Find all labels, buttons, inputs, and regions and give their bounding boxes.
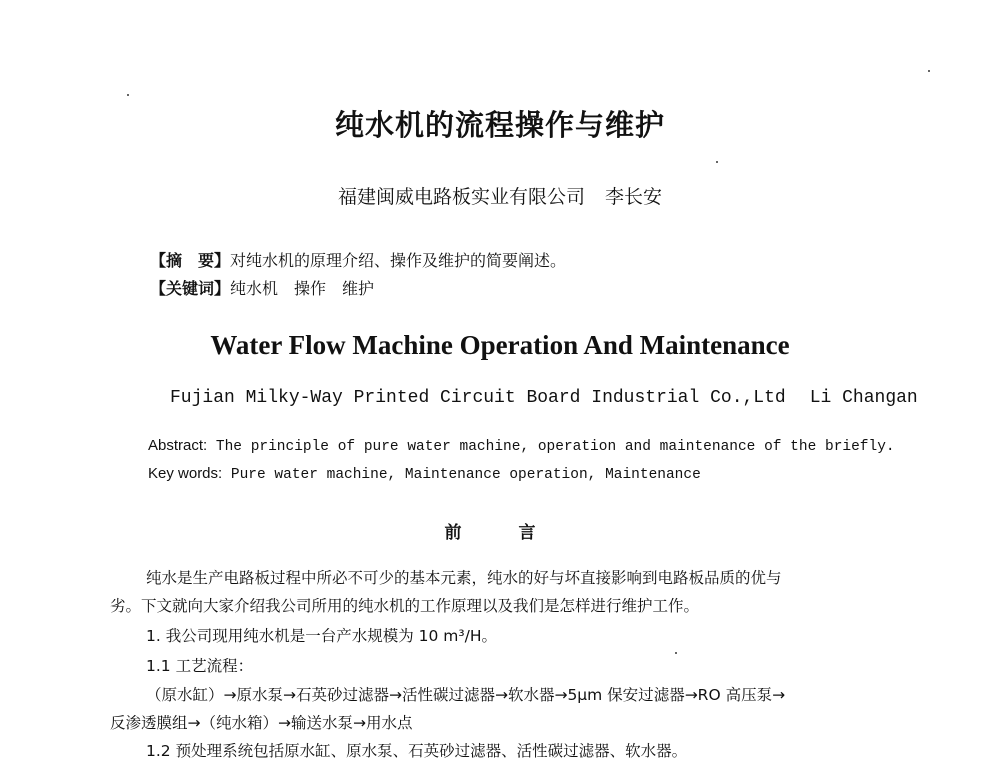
scan-speck xyxy=(675,652,677,654)
list-item-1: 1. 我公司现用纯水机是一台产水规模为 10 m³/H。 xyxy=(146,627,497,645)
scan-speck xyxy=(928,70,930,72)
abstract-text-cn: 对纯水机的原理介绍、操作及维护的简要阐述。 xyxy=(230,251,567,270)
author-name-cn: 李长安 xyxy=(605,186,663,208)
affiliation-en xyxy=(170,388,918,408)
flow-line-1: （原水缸）→原水泵→石英砂过滤器→活性碳过滤器→软水器→5μm 保安过滤器→RO 高压泵→ xyxy=(146,686,786,704)
intro-line-1: 纯水是生产电路板过程中所必不可少的基本元素，纯水的好与坏直接影响到电路板品质的优与 xyxy=(146,569,782,587)
section-heading: 前 言 xyxy=(444,523,556,543)
intro-line-2: 劣。下文就向大家介绍我公司所用的纯水机的工作原理以及我们是怎样进行维护工作。 xyxy=(110,597,700,615)
company-name-cn: 福建闽威电路板实业有限公司 xyxy=(337,186,585,208)
keywords-cn xyxy=(150,276,374,299)
abstract-label-cn: 【摘 要】 xyxy=(150,251,231,270)
company-name-en: Fujian Milky-Way Printed Circuit Board Industrial Co.,Ltd xyxy=(170,388,786,408)
list-item-1-2: 1.2 预处理系统包括原水缸、原水泵、石英砂过滤器、活性碳过滤器、软水器。 xyxy=(146,742,688,760)
keywords-label-en: Key words: xyxy=(148,465,223,482)
flow-line-2: 反渗透膜组→（纯水箱）→输送水泵→用水点 xyxy=(110,714,413,732)
author-name-en: Li Changan xyxy=(809,388,918,408)
scan-speck xyxy=(127,94,129,96)
abstract-en xyxy=(148,437,895,455)
abstract-cn xyxy=(150,248,566,271)
list-item-1-1: 1.1 工艺流程： xyxy=(146,657,254,675)
keywords-text-en: Pure water machine, Maintenance operation, Maintenance xyxy=(230,467,701,483)
keywords-label-cn: 【关键词】 xyxy=(150,279,231,298)
paper-title-en: Water Flow Machine Operation And Maintenance xyxy=(210,330,790,360)
affiliation-cn xyxy=(0,182,1000,209)
keywords-en xyxy=(148,465,701,483)
scan-speck xyxy=(716,161,718,163)
paper-title-cn: 纯水机的流程操作与维护 xyxy=(334,108,665,142)
keywords-text-cn: 纯水机 操作 维护 xyxy=(230,279,375,298)
abstract-text-en: The principle of pure water machine, operation and maintenance of the briefly. xyxy=(215,439,895,455)
abstract-label-en: Abstract: xyxy=(148,437,208,454)
